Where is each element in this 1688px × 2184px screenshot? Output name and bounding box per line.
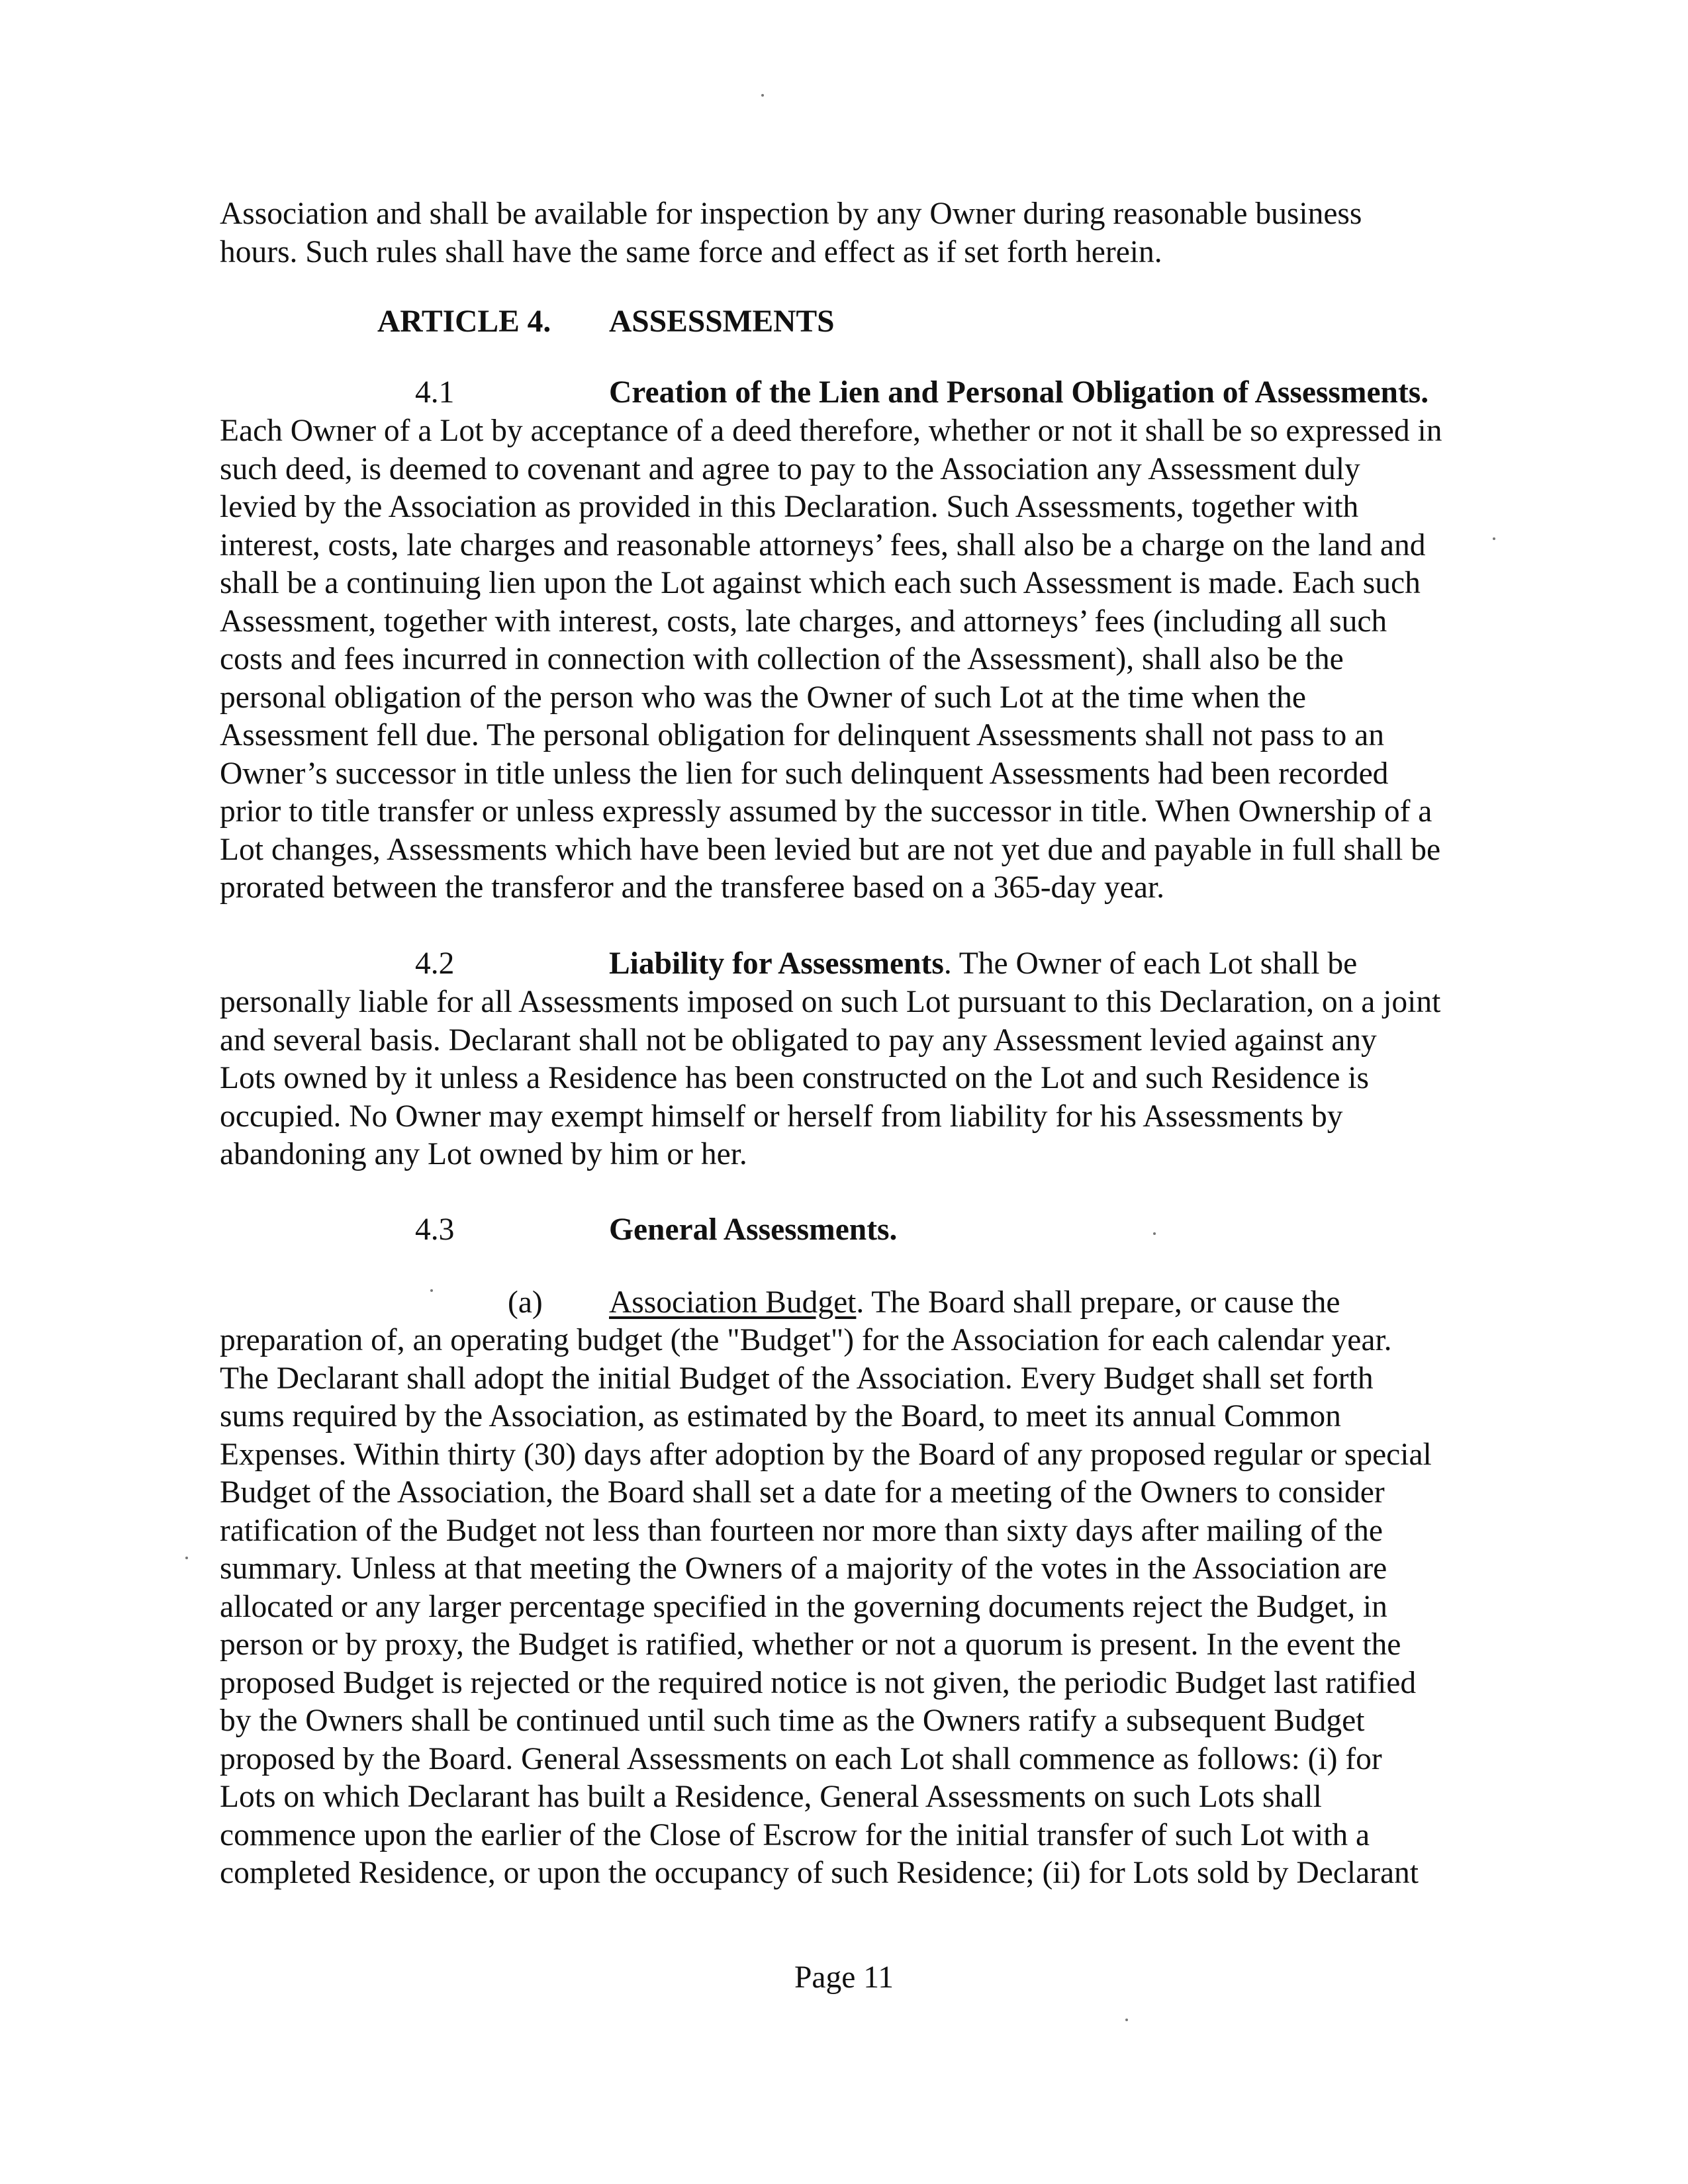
paragraph-line: ratification of the Budget not less than fourteen nor more than sixty days after mailing of the <box>220 1513 1383 1548</box>
paragraph-line: Lots on which Declarant has built a Residence, General Assessments on such Lots shall <box>220 1780 1322 1814</box>
paragraph-line: hours. Such rules shall have the same force and effect as if set forth herein. <box>220 234 1162 269</box>
paragraph-line: completed Residence, or upon the occupancy of such Residence; (ii) for Lots sold by Declarant <box>220 1856 1419 1890</box>
paragraph-line: preparation of, an operating budget (the "Budget") for the Association for each calendar year. <box>220 1323 1392 1357</box>
paragraph-line: costs and fees incurred in connection with collection of the Assessment), shall also be the <box>220 642 1344 676</box>
paragraph-line: occupied. No Owner may exempt himself or herself from liability for his Assessments by <box>220 1099 1343 1134</box>
paragraph-line: The Declarant shall adopt the initial Budget of the Association. Every Budget shall set forth <box>220 1361 1374 1396</box>
subsection-first-line-text: . The Board shall prepare, or cause the <box>856 1285 1340 1320</box>
section-heading: Creation of the Lien and Personal Obligation of Assessments. <box>609 375 1429 410</box>
paragraph-line: prorated between the transferor and the transferee based on a 365-day year. <box>220 870 1164 905</box>
page-number: Page 11 <box>794 1960 894 1995</box>
scan-speck <box>430 1289 433 1292</box>
paragraph-line: and several basis. Declarant shall not be obligated to pay any Assessment levied against any <box>220 1023 1377 1058</box>
paragraph-line: prior to title transfer or unless expressly assumed by the successor in title. When Ownership of a <box>220 794 1432 829</box>
paragraph-line: Budget of the Association, the Board shall set a date for a meeting of the Owners to consider <box>220 1475 1385 1510</box>
section-number: 4.1 <box>415 375 455 410</box>
article-number: ARTICLE 4. <box>377 304 551 339</box>
paragraph-line: levied by the Association as provided in this Declaration. Such Assessments, together with <box>220 490 1359 524</box>
section-number: 4.3 <box>415 1212 455 1247</box>
subsection-a-body <box>220 1322 1507 1893</box>
subsection-first-line <box>609 1284 1340 1322</box>
scan-speck <box>1153 1232 1156 1235</box>
paragraph-line: by the Owners shall be continued until such time as the Owners ratify a subsequent Budget <box>220 1704 1365 1738</box>
paragraph-line: Each Owner of a Lot by acceptance of a deed therefore, whether or not it shall be so expressed in <box>220 414 1442 448</box>
paragraph-line: such deed, is deemed to covenant and agree to pay to the Association any Assessment duly <box>220 451 1360 486</box>
section-4-2-body <box>220 983 1507 1174</box>
paragraph-line: Owner’s successor in title unless the lien for such delinquent Assessments had been recorded <box>220 756 1389 791</box>
paragraph-line: personal obligation of the person who was the Owner of such Lot at the time when the <box>220 680 1306 715</box>
subsection-title: Association Budget <box>609 1285 857 1320</box>
article-title: ASSESSMENTS <box>609 304 835 339</box>
subsection-label: (a) <box>508 1285 543 1320</box>
paragraph-line: Lots owned by it unless a Residence has been constructed on the Lot and such Residence is <box>220 1061 1369 1095</box>
paragraph-line: person or by proxy, the Budget is ratified, whether or not a quorum is present. In the event the <box>220 1627 1401 1662</box>
intro-paragraph <box>220 195 1507 271</box>
paragraph-line: commence upon the earlier of the Close of Escrow for the initial transfer of such Lot with a <box>220 1817 1370 1852</box>
section-heading: General Assessments. <box>609 1212 898 1247</box>
scan-speck <box>761 94 764 97</box>
paragraph-line: Lot changes, Assessments which have been levied but are not yet due and payable in full shall be <box>220 832 1441 867</box>
paragraph-line: sums required by the Association, as estimated by the Board, to meet its annual Common <box>220 1399 1341 1433</box>
paragraph-line: Assessment, together with interest, costs, late charges, and attorneys’ fees (including all such <box>220 604 1387 639</box>
section-first-line-text: . The Owner of each Lot shall be <box>943 946 1358 981</box>
scan-speck <box>1125 2019 1128 2021</box>
paragraph-line: abandoning any Lot owned by him or her. <box>220 1137 747 1171</box>
paragraph-line: Association and shall be available for inspection by any Owner during reasonable business <box>220 197 1362 231</box>
paragraph-line: shall be a continuing lien upon the Lot against which each such Assessment is made. Each such <box>220 566 1421 600</box>
paragraph-line: proposed Budget is rejected or the required notice is not given, the periodic Budget last ratified <box>220 1665 1417 1700</box>
paragraph-line: personally liable for all Assessments imposed on such Lot pursuant to this Declaration, on a joint <box>220 985 1441 1019</box>
paragraph-line: interest, costs, late charges and reasonable attorneys’ fees, shall also be a charge on the land and <box>220 527 1426 563</box>
paragraph-line: Expenses. Within thirty (30) days after adoption by the Board of any proposed regular or special <box>220 1437 1432 1472</box>
scan-speck <box>1493 537 1495 540</box>
paragraph-line: allocated or any larger percentage specified in the governing documents reject the Budget, in <box>220 1589 1387 1624</box>
section-number: 4.2 <box>415 946 455 981</box>
section-first-line <box>609 945 1357 983</box>
paragraph-line: summary. Unless at that meeting the Owners of a majority of the votes in the Association are <box>220 1551 1387 1586</box>
section-heading: Liability for Assessments <box>609 946 944 981</box>
section-4-1-body <box>220 412 1507 907</box>
paragraph-line: proposed by the Board. General Assessments on each Lot shall commence as follows: (i) for <box>220 1741 1382 1776</box>
scan-speck <box>185 1557 188 1559</box>
paragraph-line: Assessment fell due. The personal obligation for delinquent Assessments shall not pass to an <box>220 718 1385 752</box>
